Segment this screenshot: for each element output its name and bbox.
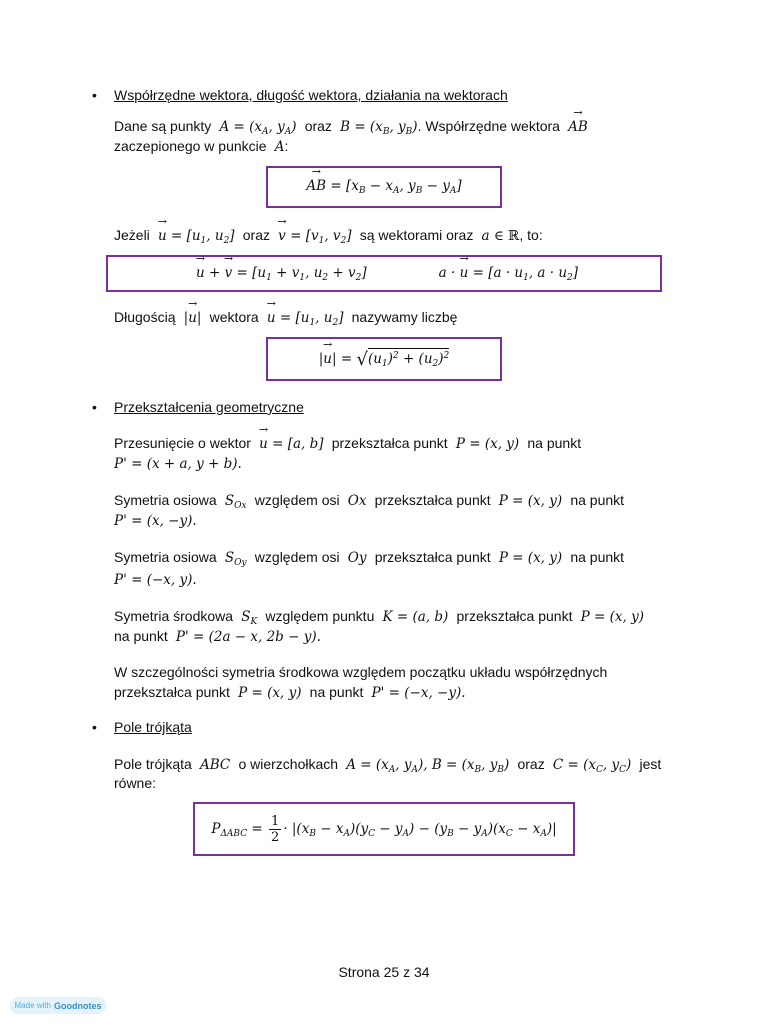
bullet-icon: •	[92, 719, 97, 735]
sk-line-2: na punkt P' = (2a − x, 2b − y).	[114, 628, 321, 645]
triangle-line-2: równe:	[114, 775, 157, 791]
formula-box-vector-length: |→ $u| = √(u_1)^2 + (u_2)^2$	[266, 337, 502, 381]
section-triangle-heading: • Pole trójkąta	[92, 719, 192, 735]
formula-box-vector-coordinates: → AB = [$x_B - x_A$, $y_B - y_A$]	[266, 166, 502, 208]
soy-line-1: Symetria osiowa $S_{Oy}$ względem osi Oy przekształca punkt P = (x, y) na punkt	[114, 549, 625, 568]
section-transforms-heading: • Przekształcenia geometryczne	[92, 399, 304, 415]
page-footer: Strona 25 z 34	[338, 964, 430, 980]
origin-line-2: przekształca punkt P = (x, y) na punkt P' = (−x, −y).	[114, 684, 466, 701]
shift-line-1: Przesunięcie o wektor → u = [a, b] przekształca punkt P = (x, y) na punkt	[114, 435, 581, 452]
formula-box-vector-operations: → u + → $v = [u_1 + v_1$, $u_2 + v_2$] a · → $u = [a \cdot u_1$, $a \cdot u_2$]	[106, 255, 662, 292]
vectors-ops-line: Jeżeli → $u = [u_1$, $u_2$] oraz → $v = [v_1$, $v_2$] są wektorami oraz a ∈ ℝ, to:	[114, 227, 543, 246]
vectors-intro-line-2: zaczepionego w punkcie A:	[114, 138, 289, 155]
sk-line-1: Symetria środkowa $S_K$ względem punktu K = (a, b) przekształca punkt P = (x, y)	[114, 608, 644, 627]
origin-line-1: W szczególności symetria środkowa względem początku układu współrzędnych	[114, 664, 608, 680]
goodnotes-badge: Made with Goodnotes	[10, 997, 106, 1014]
vectors-intro-line-1: Dane są punkty $A = (x_A$, $y_A$) oraz $B = (x_B$, $y_B$). Współrzędne wektora → AB	[114, 118, 588, 137]
sox-line-1: Symetria osiowa $S_{Ox}$ względem osi Ox przekształca punkt P = (x, y) na punkt	[114, 492, 625, 511]
sox-line-2: P' = (x, −y).	[114, 513, 197, 529]
soy-line-2: P' = (−x, y).	[114, 572, 197, 588]
section-vectors-heading: • Współrzędne wektora, długość wektora, działania na wektorach	[92, 87, 508, 103]
shift-line-2: P' = (x + a, y + b).	[114, 456, 242, 472]
bullet-icon: •	[92, 87, 97, 103]
triangle-line-1: Pole trójkąta ABC o wierzchołkach $A = (x_A$, $y_A$), $B = (x_B$, $y_B$) oraz $C = (x_C$, $y_C$) jest	[114, 756, 662, 775]
vectors-length-line: Długością |→ u| wektora → $u = [u_1$, $u_2$] nazywamy liczbę	[114, 309, 457, 328]
formula-box-triangle-area: $P_{\Delta ABC}$ = $\frac{1}{2}$ · $|(x_B - x_A)(y_C - y_A) - (y_B - y_A)(x_C - x_A)|$	[193, 802, 575, 856]
bullet-icon: •	[92, 399, 97, 415]
